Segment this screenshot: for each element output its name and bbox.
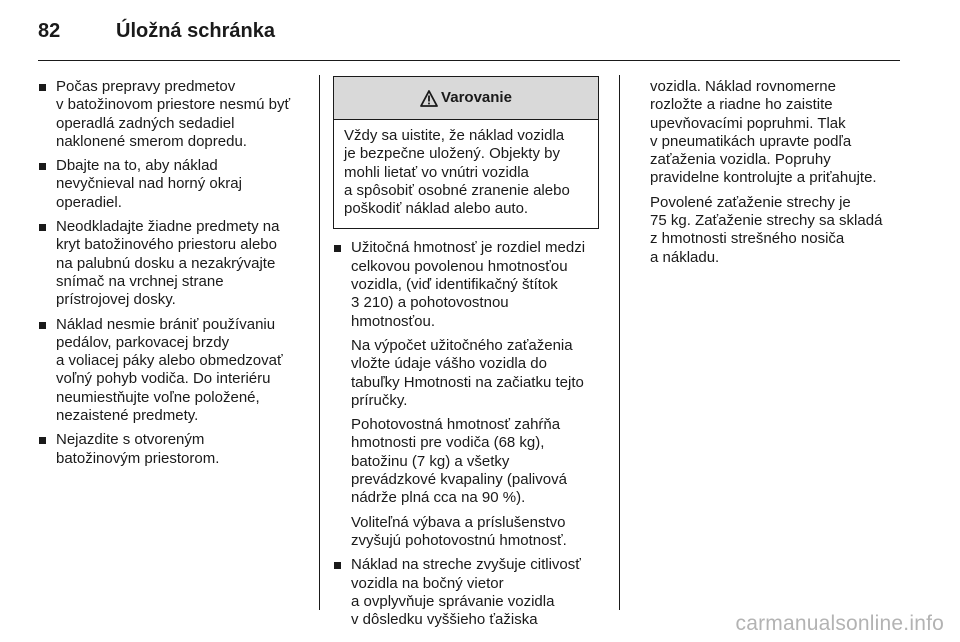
column-divider [619, 75, 620, 610]
bullet-item: Počas prepravy predmetov v batožinovom priestore nesmú byť operadlá zadných sedadiel naklonené smerom dopredu. [38, 78, 310, 151]
bullet-square-icon [39, 163, 46, 170]
paragraph: vozidla. Náklad rovnomerne rozložte a riadne ho zaistite upevňovacími popruhmi. Tlak v pneumatikách upravte podľa zaťaženia vozidla. Popruhy pravidelne kontrolujte a priťahujte. [650, 78, 877, 187]
paragraph: Povolené zaťaženie strechy je 75 kg. Zaťaženie strechy sa skladá z hmotnosti strešného nosiča a nákladu. [650, 193, 883, 266]
page-header [38, 20, 275, 48]
sub-paragraph: Na výpočet užitočného zaťaženia vložte údaje vášho vozidla do tabuľky Hmotnosti na začiatku tejto príručky. [351, 336, 584, 409]
header-divider [38, 60, 900, 61]
bullet-item: Dbajte na to, aby náklad nevyčnieval nad horný okraj operadiel. [38, 157, 310, 212]
sub-paragraph: Voliteľná výbava a príslušenstvo zvyšujú pohotovostnú hmotnosť. [351, 513, 567, 549]
page-title: Úložná schránka [116, 20, 275, 42]
column-divider [319, 75, 320, 610]
bullet-item: Náklad nesmie brániť používaniu pedálov, parkovacej brzdy a voliacej páky alebo obmedzovať voľný pohyb vodiča. Do interiéru neumiestňujte voľne položené, nezaistené predmety. [38, 316, 310, 426]
bullet-square-icon [334, 245, 341, 252]
warning-title: Varovanie [441, 88, 512, 106]
warning-box [333, 76, 599, 229]
bullet-square-icon [39, 437, 46, 444]
watermark: carmanualsonline.info [735, 612, 944, 635]
warning-text: Vždy sa uistite, že náklad vozidla je bezpečne uložený. Objekty by mohli lietať vo vnútri vozidla a spôsobiť osobné zranenie alebo poškodiť náklad alebo auto. [344, 127, 570, 218]
warning-triangle-icon [420, 90, 438, 107]
bullet-item: Užitočná hmotnosť je rozdiel medzi celkovou povolenou hmotnosťou vozidla, (viď identifikačný štítok 3 210) a pohotovostnou hmotnosťou. [333, 239, 608, 330]
bullet-square-icon [39, 84, 46, 91]
bullet-square-icon [39, 322, 46, 329]
warning-header [334, 77, 598, 120]
bullet-item: Náklad na streche zvyšuje citlivosť vozidla na bočný vietor a ovplyvňuje správanie vozidla v dôsledku vyššieho ťažiska [333, 556, 608, 629]
bullet-item: Neodkladajte žiadne predmety na kryt batožinového priestoru alebo na palubnú dosku a nezakrývajte snímač na vrchnej strane prístrojovej dosky. [38, 218, 310, 309]
column-right [650, 78, 910, 273]
bullet-square-icon [334, 562, 341, 569]
bullet-square-icon [39, 224, 46, 231]
column-middle [333, 76, 608, 635]
column-left [38, 78, 310, 474]
page-number: 82 [38, 20, 61, 42]
bullet-item: Nejazdite s otvoreným batožinovým priestorom. [38, 431, 310, 468]
reference-arrow-icon: 3 [351, 294, 360, 312]
page-reference[interactable]: 3 210) a pohotovostnou [351, 294, 509, 312]
sub-paragraph: Pohotovostná hmotnosť zahŕňa hmotnosti pre vodiča (68 kg), batožinu (7 kg) a všetky prevádzkové kvapaliny (palivová nádrže plná cca na 90 %). [351, 416, 567, 507]
